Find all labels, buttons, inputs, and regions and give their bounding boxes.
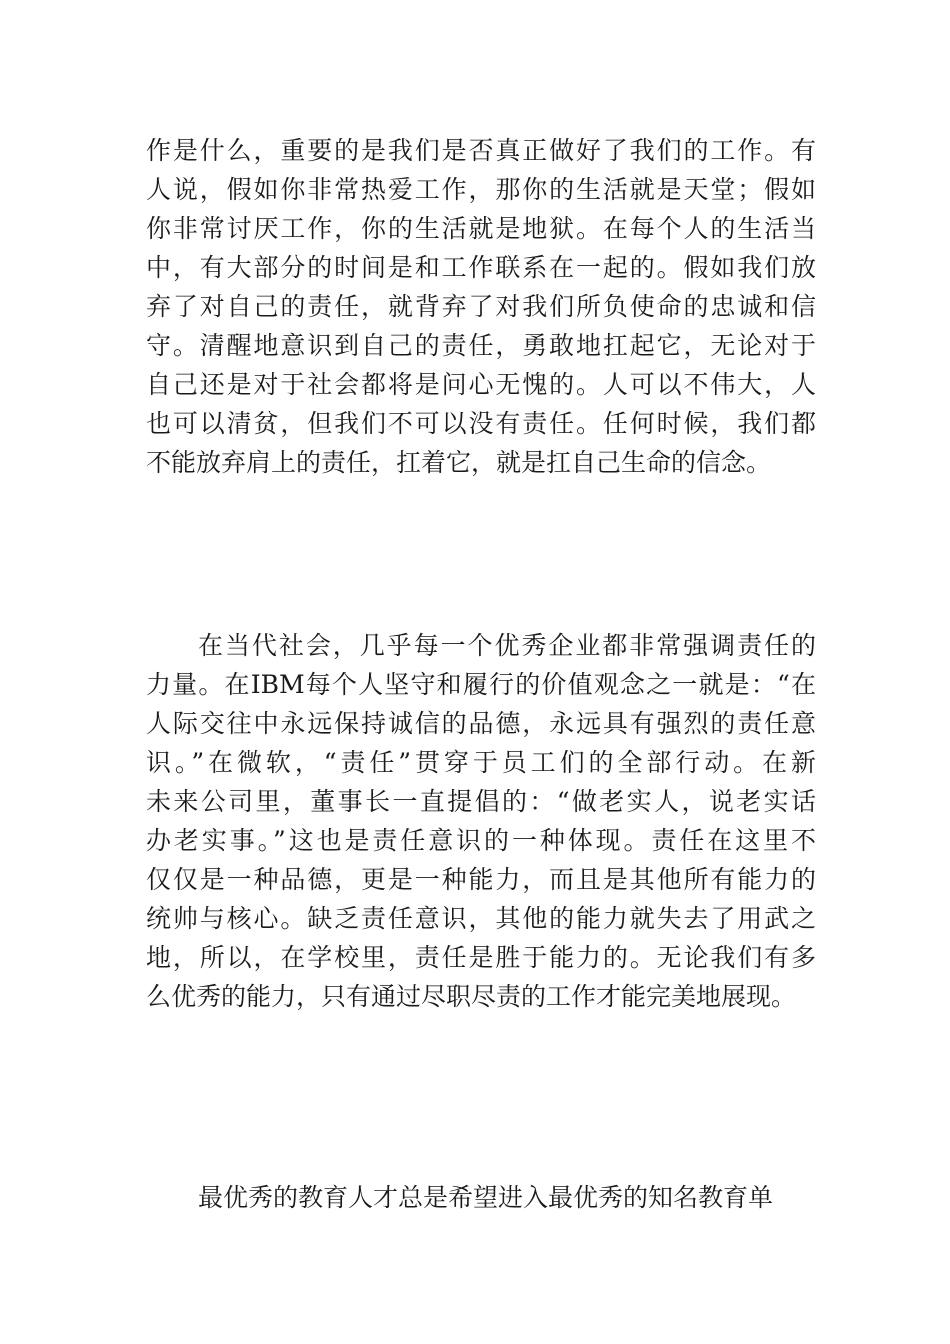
text-line: 你非常讨厌工作，你的生活就是地狱。在每个人的生活当 [146,214,816,243]
text-line: 守。清醒地意识到自己的责任，勇敢地扛起它，无论对于 [146,331,816,360]
text-line: 识。”在微软，“责任”贯穿于员工们的全部行动。在新 [146,748,816,777]
text-line: 最优秀的教育人才总是希望进入最优秀的知名教育单 [198,1183,774,1212]
text-line: 自己还是对于社会都将是问心无愧的。人可以不伟大，人 [146,370,816,399]
text-line: 未来公司里，董事长一直提倡的：“做老实人，说老实话 [146,787,816,816]
text-line: 也可以清贫，但我们不可以没有责任。任何时候，我们都 [146,409,816,438]
text-line: 地，所以，在学校里，责任是胜于能力的。无论我们有多 [146,943,816,972]
text-line: 仅仅是一种品德，更是一种能力，而且是其他所有能力的 [146,865,816,894]
text-line: 力量。在IBM每个人坚守和履行的价值观念之一就是：“在 [146,670,816,699]
text-line: 弃了对自己的责任，就背弃了对我们所负使命的忠诚和信 [146,292,816,321]
text-line: 作是什么，重要的是我们是否真正做好了我们的工作。有 [146,136,816,165]
paragraph-3 [146,1178,816,1217]
text-line: 不能放弃肩上的责任，扛着它，就是扛自己生命的信念。 [146,448,772,477]
text-line: 人说，假如你非常热爱工作，那你的生活就是天堂；假如 [146,175,816,204]
text-line: 在当代社会，几乎每一个优秀企业都非常强调责任的 [198,631,816,660]
text-line: 统帅与核心。缺乏责任意识，其他的能力就失去了用武之 [146,904,816,933]
text-line: 办老实事。”这也是责任意识的一种体现。责任在这里不 [146,826,816,855]
text-line: 人际交往中永远保持诚信的品德，永远具有强烈的责任意 [146,709,816,738]
paragraph-1 [146,131,816,482]
paragraph-2 [146,626,816,1016]
text-line: 中，有大部分的时间是和工作联系在一起的。假如我们放 [146,253,816,282]
text-line: 么优秀的能力，只有通过尽职尽责的工作才能完美地展现。 [146,982,797,1011]
